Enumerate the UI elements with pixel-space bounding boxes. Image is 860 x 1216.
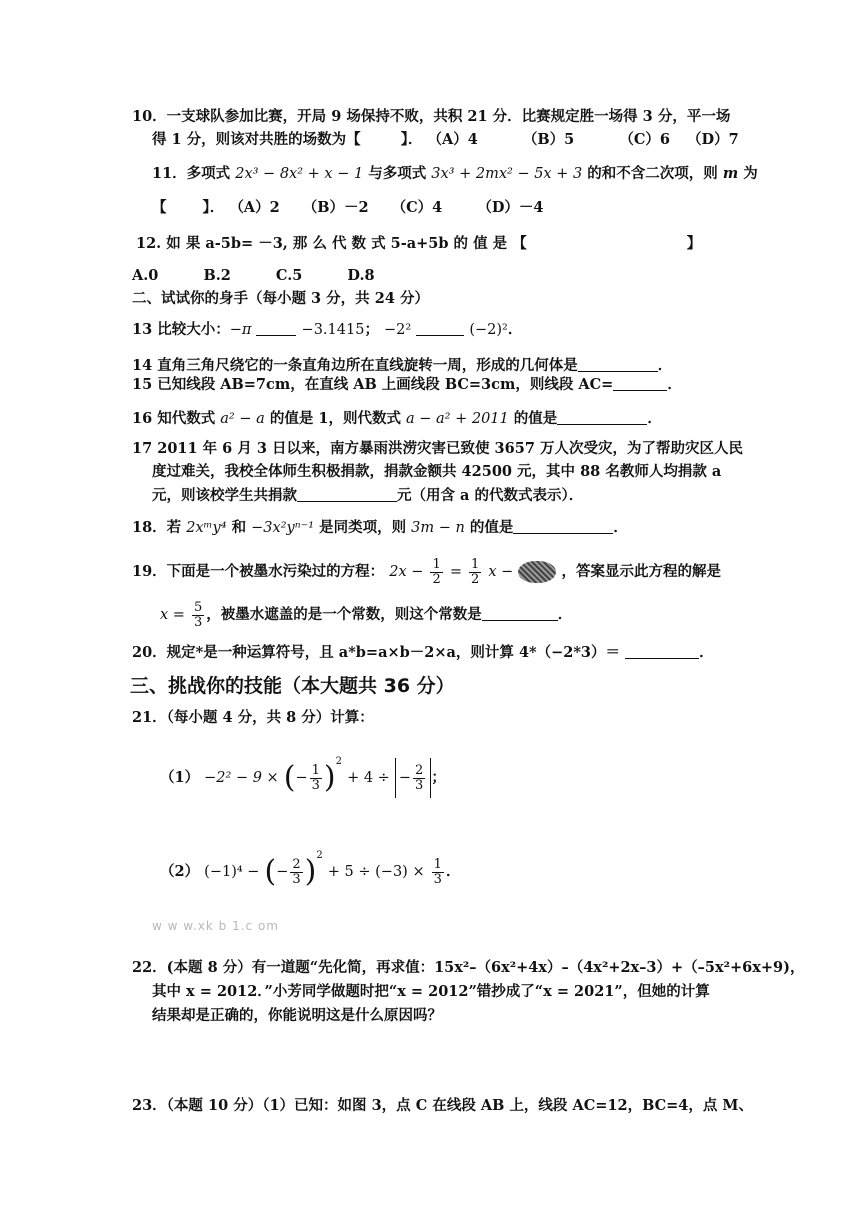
q19-line2-text: ，被墨水遮盖的是一个常数，则这个常数是 (206, 606, 482, 623)
q12-text: 12. 如 果 a-5b= －3, 那 么 代 数 式 5-a+5b 的 值 是 【 (136, 235, 527, 252)
q21-p1-abs-sign: − (398, 770, 412, 786)
q13-line (132, 320, 522, 340)
q10-option-d: （D）7 (687, 131, 739, 148)
q21-p1-abs-frac (413, 764, 425, 793)
q18-blank (513, 518, 613, 534)
q21-p1-frac-num: 1 (311, 762, 320, 778)
q12-line1 (136, 234, 701, 254)
q10-option-a: （A）4 (427, 131, 478, 148)
q21-p1-b: + 4 ÷ (347, 770, 390, 786)
q11-text-c: 的和不含二次项，则 (582, 165, 723, 182)
q12-bracket-close: 】 (686, 235, 702, 252)
q10-line2 (152, 130, 739, 150)
q19-frac1-num: 1 (432, 556, 441, 572)
q12-option-b: B.2 (203, 267, 231, 284)
q11-text-d: 为 (738, 165, 758, 182)
q19-line2 (160, 600, 572, 630)
q16-line (132, 409, 662, 429)
q13-prefix: 13 比较大小： (132, 321, 230, 338)
q14-text: 14 直角三角尺绕它的一条直角边所在直线旋转一周，形成的几何体是 (132, 357, 578, 374)
q19-frac1-den: 2 (432, 571, 441, 587)
q15-text: 15 已知线段 AB=7cm，在直线 AB 上画线段 BC=3cm，则线段 AC= (132, 376, 614, 393)
q12-option-d: D.8 (347, 267, 375, 284)
q11-option-c: （C）4 (391, 199, 443, 216)
q13-sep: ； (364, 321, 379, 338)
q22-line1: 22．(本题 8 分）有一道题“先化简，再求值：15x²–（6x²+4x）–（4x²+2x–3）+（–5x²+6x+9)， (132, 959, 805, 976)
q13-end: ． (507, 321, 523, 338)
q19-frac2 (469, 558, 481, 587)
q19-frac2-num: 1 (471, 556, 480, 572)
q10-line1: 10．一支球队参加比赛，开局 9 场保持不败，共积 21 分．比赛规定胜一场得 3 分，平一场 (132, 108, 731, 125)
q19-prefix: 19．下面是一个被墨水污染过的方程： (132, 563, 385, 580)
q21-p2-label: （2） (160, 863, 200, 880)
q17-line3 (152, 486, 583, 506)
q16-expr2: a − a² + 2011 (406, 411, 509, 427)
q23-line1: 23．（本题 10 分）（1）已知：如图 3，点 C 在线段 AB 上，线段 AC=12，BC=4，点 M、 (132, 1097, 753, 1114)
q13-expr-b: −3.1415 (301, 322, 365, 338)
q10-stem: 得 1 分，则该对共胜的场数为【 (152, 131, 361, 148)
q10-option-c: （C）6 (619, 131, 670, 148)
q21-p2-paren-open: ( (264, 854, 277, 889)
q21-p1-label: （1） (160, 769, 200, 786)
q18-mid: 和 (226, 519, 252, 536)
q11-expr1: 2x³ − 8x² + x − 1 (235, 166, 364, 182)
q11-option-b: （B）－2 (302, 199, 369, 216)
q11-line1 (152, 164, 758, 184)
q21-p2-end: ． (445, 863, 461, 880)
q19-line1 (132, 557, 721, 587)
q11-option-d: （D）－4 (477, 199, 544, 216)
q18-end: ． (613, 519, 628, 536)
ink-blot-icon (518, 561, 556, 583)
q19-line2-x: x = (160, 607, 185, 623)
q21-p1-abs-num: 2 (415, 762, 424, 778)
q17-line3-prefix: 元，则该校学生共捐款 (152, 487, 297, 504)
q21-p2-exponent: 2 (316, 850, 323, 861)
q17-line2: 度过难关，我校全体师生积极捐款，捐款金额共 42500 元，其中 88 名教师人均捐款 a (152, 463, 722, 480)
q21-p1-abs-den: 3 (415, 777, 424, 793)
q21-p2-frac-sign: − (276, 864, 289, 880)
q18-line (132, 518, 628, 538)
q19-suffix: ，答案显示此方程的解是 (561, 563, 721, 580)
q15-end: ． (667, 376, 682, 393)
q13-expr-d: (−2)² (469, 322, 508, 338)
q17-line3-suffix: 元（用含 a 的代数式表示）． (397, 487, 584, 504)
q21-p2-frac-num: 2 (292, 856, 301, 872)
q22-line2: 其中 x = 2012．”小芳同学做题时把“x = 2012”错抄成了“x = 2021”，但她的计算 (152, 983, 710, 1000)
q21-p1-exponent: 2 (335, 756, 343, 767)
q11-var-m: m (722, 165, 739, 182)
q15-line (132, 375, 682, 395)
q11-bracket-close: 】． (202, 199, 225, 216)
watermark-text: w w w.xk b 1.c om (152, 919, 279, 933)
q12-options (132, 266, 375, 286)
q18-mid2: 是同类项，则 (314, 519, 412, 536)
q21-title: 21．（每小题 4 分，共 8 分）计算： (132, 709, 374, 726)
q21-part2 (160, 836, 460, 892)
q14-line (132, 356, 672, 376)
q14-blank (578, 356, 658, 372)
q17-blank (297, 486, 397, 502)
q11-text-b: 与多项式 (363, 165, 432, 182)
q10-option-b: （B）5 (522, 131, 575, 148)
q19-frac2-den: 2 (471, 571, 480, 587)
q12-option-c: C.5 (275, 267, 303, 284)
q19-frac3 (192, 601, 204, 630)
q21-p1-frac-sign: − (295, 770, 308, 786)
section2-title: 二、试试你的身手（每小题 3 分，共 24 分） (132, 290, 429, 307)
q21-p2-frac (290, 858, 302, 887)
q16-expr1: a² − a (220, 411, 265, 427)
q18-suffix: 的值是 (464, 519, 514, 536)
q19-eq-c: x − (488, 564, 514, 580)
q22-line3: 结果却是正确的，你能说明这是什么原因吗？ (152, 1007, 442, 1024)
q21-p1-a: −2² − 9 × (204, 770, 279, 786)
q16-mid: 的值是 1，则代数式 (264, 410, 406, 427)
q21-p2-paren-close: ) (304, 854, 317, 889)
q16-suffix: 的值是 (508, 410, 558, 427)
q21-p2-b: + 5 ÷ (−3) × (327, 864, 425, 880)
q21-p2-a: (−1)⁴ − (204, 864, 260, 880)
q18-expr2: −3x²yⁿ⁻¹ (251, 520, 315, 536)
q20-end: ． (699, 644, 714, 661)
q21-p2-frac2 (432, 858, 444, 887)
q21-p1-frac-den: 3 (311, 777, 320, 793)
q10-bracket-close: 】． (400, 131, 423, 148)
q11-bracket-open: 【 (152, 199, 167, 216)
q19-eq-b: = (449, 564, 462, 580)
q11-text-a: 11．多项式 (152, 165, 236, 182)
q18-expr1: 2xᵐy⁴ (186, 520, 227, 536)
q16-blank (557, 409, 647, 425)
q20-text: 20．规定*是一种运算符号，且 a*b=a×b－2×a，则计算 4*（−2*3）＝ (132, 644, 621, 661)
q19-frac3-den: 3 (194, 614, 203, 630)
q19-end: ． (557, 606, 573, 623)
q13-blank1 (256, 320, 296, 336)
q16-end: ． (647, 410, 662, 427)
q21-p1-paren-open: ( (283, 760, 296, 795)
q11-option-a: （A）2 (229, 199, 280, 216)
section3-title: 三、挑战你的技能（本大题共 36 分） (130, 675, 455, 697)
q16-prefix: 16 知代数式 (132, 410, 221, 427)
q19-frac1 (430, 558, 442, 587)
q13-blank2 (416, 320, 464, 336)
q13-expr-a: −π (229, 322, 252, 338)
q20-blank (625, 643, 699, 659)
q21-p1-paren-close: ) (323, 760, 336, 795)
q21-p2-frac-den: 3 (292, 871, 301, 887)
q12-option-a: A.0 (132, 267, 159, 284)
q19-eq-a: 2x − (389, 564, 424, 580)
q21-p2-frac2-num: 1 (433, 856, 442, 872)
q21-p1-frac (310, 764, 322, 793)
q18-prefix: 18．若 (132, 519, 187, 536)
q19-frac3-num: 5 (194, 599, 203, 615)
q15-blank (613, 375, 667, 391)
q17-line1: 17 2011 年 6 月 3 日以来，南方暴雨洪涝灾害已致使 3657 万人次受灾，为了帮助灾区人民 (132, 440, 743, 457)
q21-p1-abs (395, 758, 431, 798)
q14-end: ． (657, 357, 673, 374)
q21-p1-end: ； (431, 769, 446, 786)
q13-expr-c: −2² (384, 322, 412, 338)
q20-line (132, 643, 714, 663)
q21-part1 (160, 742, 446, 798)
q18-expr3: 3m − n (411, 520, 465, 536)
q11-expr2: 3x³ + 2mx² − 5x + 3 (431, 166, 583, 182)
q21-p2-frac2-den: 3 (433, 871, 442, 887)
q11-line2 (152, 198, 544, 218)
q19-blank (482, 605, 558, 621)
